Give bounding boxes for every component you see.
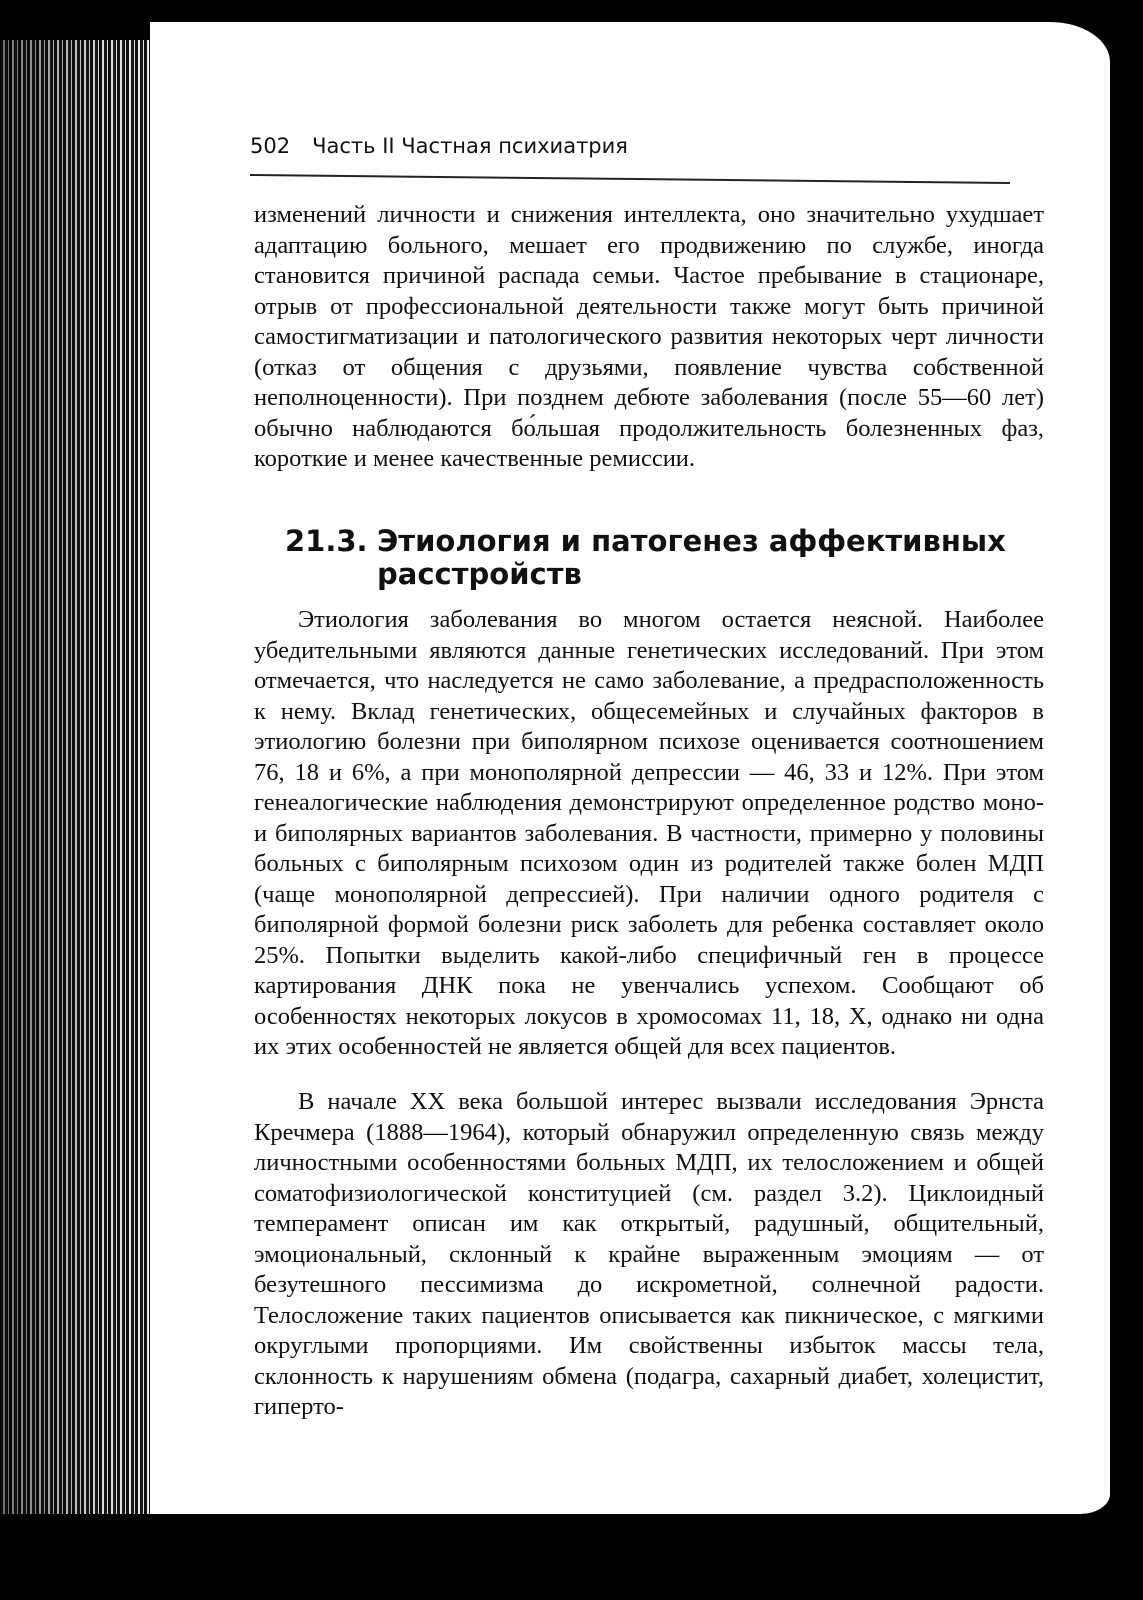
section-title-line1: Этиология и патогенез аффективных bbox=[377, 524, 1006, 558]
running-title: Часть II Частная психиатрия bbox=[312, 134, 628, 158]
running-header bbox=[250, 134, 1050, 178]
section-title-line2: расстройств bbox=[377, 557, 582, 591]
section-heading bbox=[285, 525, 1045, 591]
body-text-kretschmer bbox=[254, 1087, 1044, 1423]
section-number: 21.3. bbox=[285, 524, 368, 558]
book-page bbox=[150, 22, 1110, 1514]
paragraph-continued: изменений личности и снижения интеллекта, оно значительно ухудшает адаптацию больного, мешает его продвижению по службе, иногда становится причиной распада семьи. Частое пребывание в стационаре, отрыв от профессиональной деятельности также могут быть причиной самостигматизации и патологического развития некоторых черт личности (отказ от общения с друзьями, появление чувства собственной неполноценности). При позднем дебюте заболевания (после 55—60 лет) обычно наблюдаются бо́льшая продолжительность болезненных фаз, короткие и менее качественные ремиссии. bbox=[254, 201, 1044, 472]
body-text-etiology bbox=[254, 605, 1044, 1063]
book-page-edges bbox=[0, 40, 170, 1540]
page-number: 502 bbox=[250, 134, 291, 158]
body-text-continued bbox=[254, 200, 1044, 475]
paragraph-etiology: Этиология заболевания во многом остается неясной. Наиболее убедительными являются данные генетических исследований. При этом отмечается, что наследуется не само заболевание, а предрасположенность к нему. Вклад генетических, общесемейных и случайных факторов в этиологию болезни при биполярном психозе оценивается соотношением 76, 18 и 6%, а при монополярной депрессии — 46, 33 и 12%. При этом генеалогические наблюдения демонстрируют определенное родство моно- и биполярных вариантов заболевания. В частности, примерно у половины больных с биполярным психозом один из родителей также болен МДП (чаще монополярной депрессией). При наличии одного родителя с биполярной формой болезни риск заболеть для ребенка составляет около 25%. Попытки выделить какой-либо специфичный ген в процессе картирования ДНК пока не увенчались успехом. Сообщают об особенностях некоторых локусов в хромосомах 11, 18, X, однако ни одна их этих особенностей не является общей для всех пациентов. bbox=[254, 606, 1044, 1060]
paragraph-kretschmer: В начале XX века большой интерес вызвали исследования Эрнста Кречмера (1888—1964), который обнаружил определенную связь между личностными особенностями больных МДП, их телосложением и общей соматофизиологической конституцией (см. раздел 3.2). Циклоидный темперамент описан им как открытый, радушный, общительный, эмоциональный, склонный к крайне выраженным эмоциям — от безутешного пессимизма до искрометной, солнечной радости. Телосложение таких пациентов описывается как пикническое, с мягкими округлыми пропорциями. Им свойственны избыток массы тела, склонность к нарушениям обмена (подагра, сахарный диабет, холецистит, гиперто- bbox=[254, 1088, 1044, 1420]
scan-bottom-margin bbox=[0, 1514, 1143, 1600]
